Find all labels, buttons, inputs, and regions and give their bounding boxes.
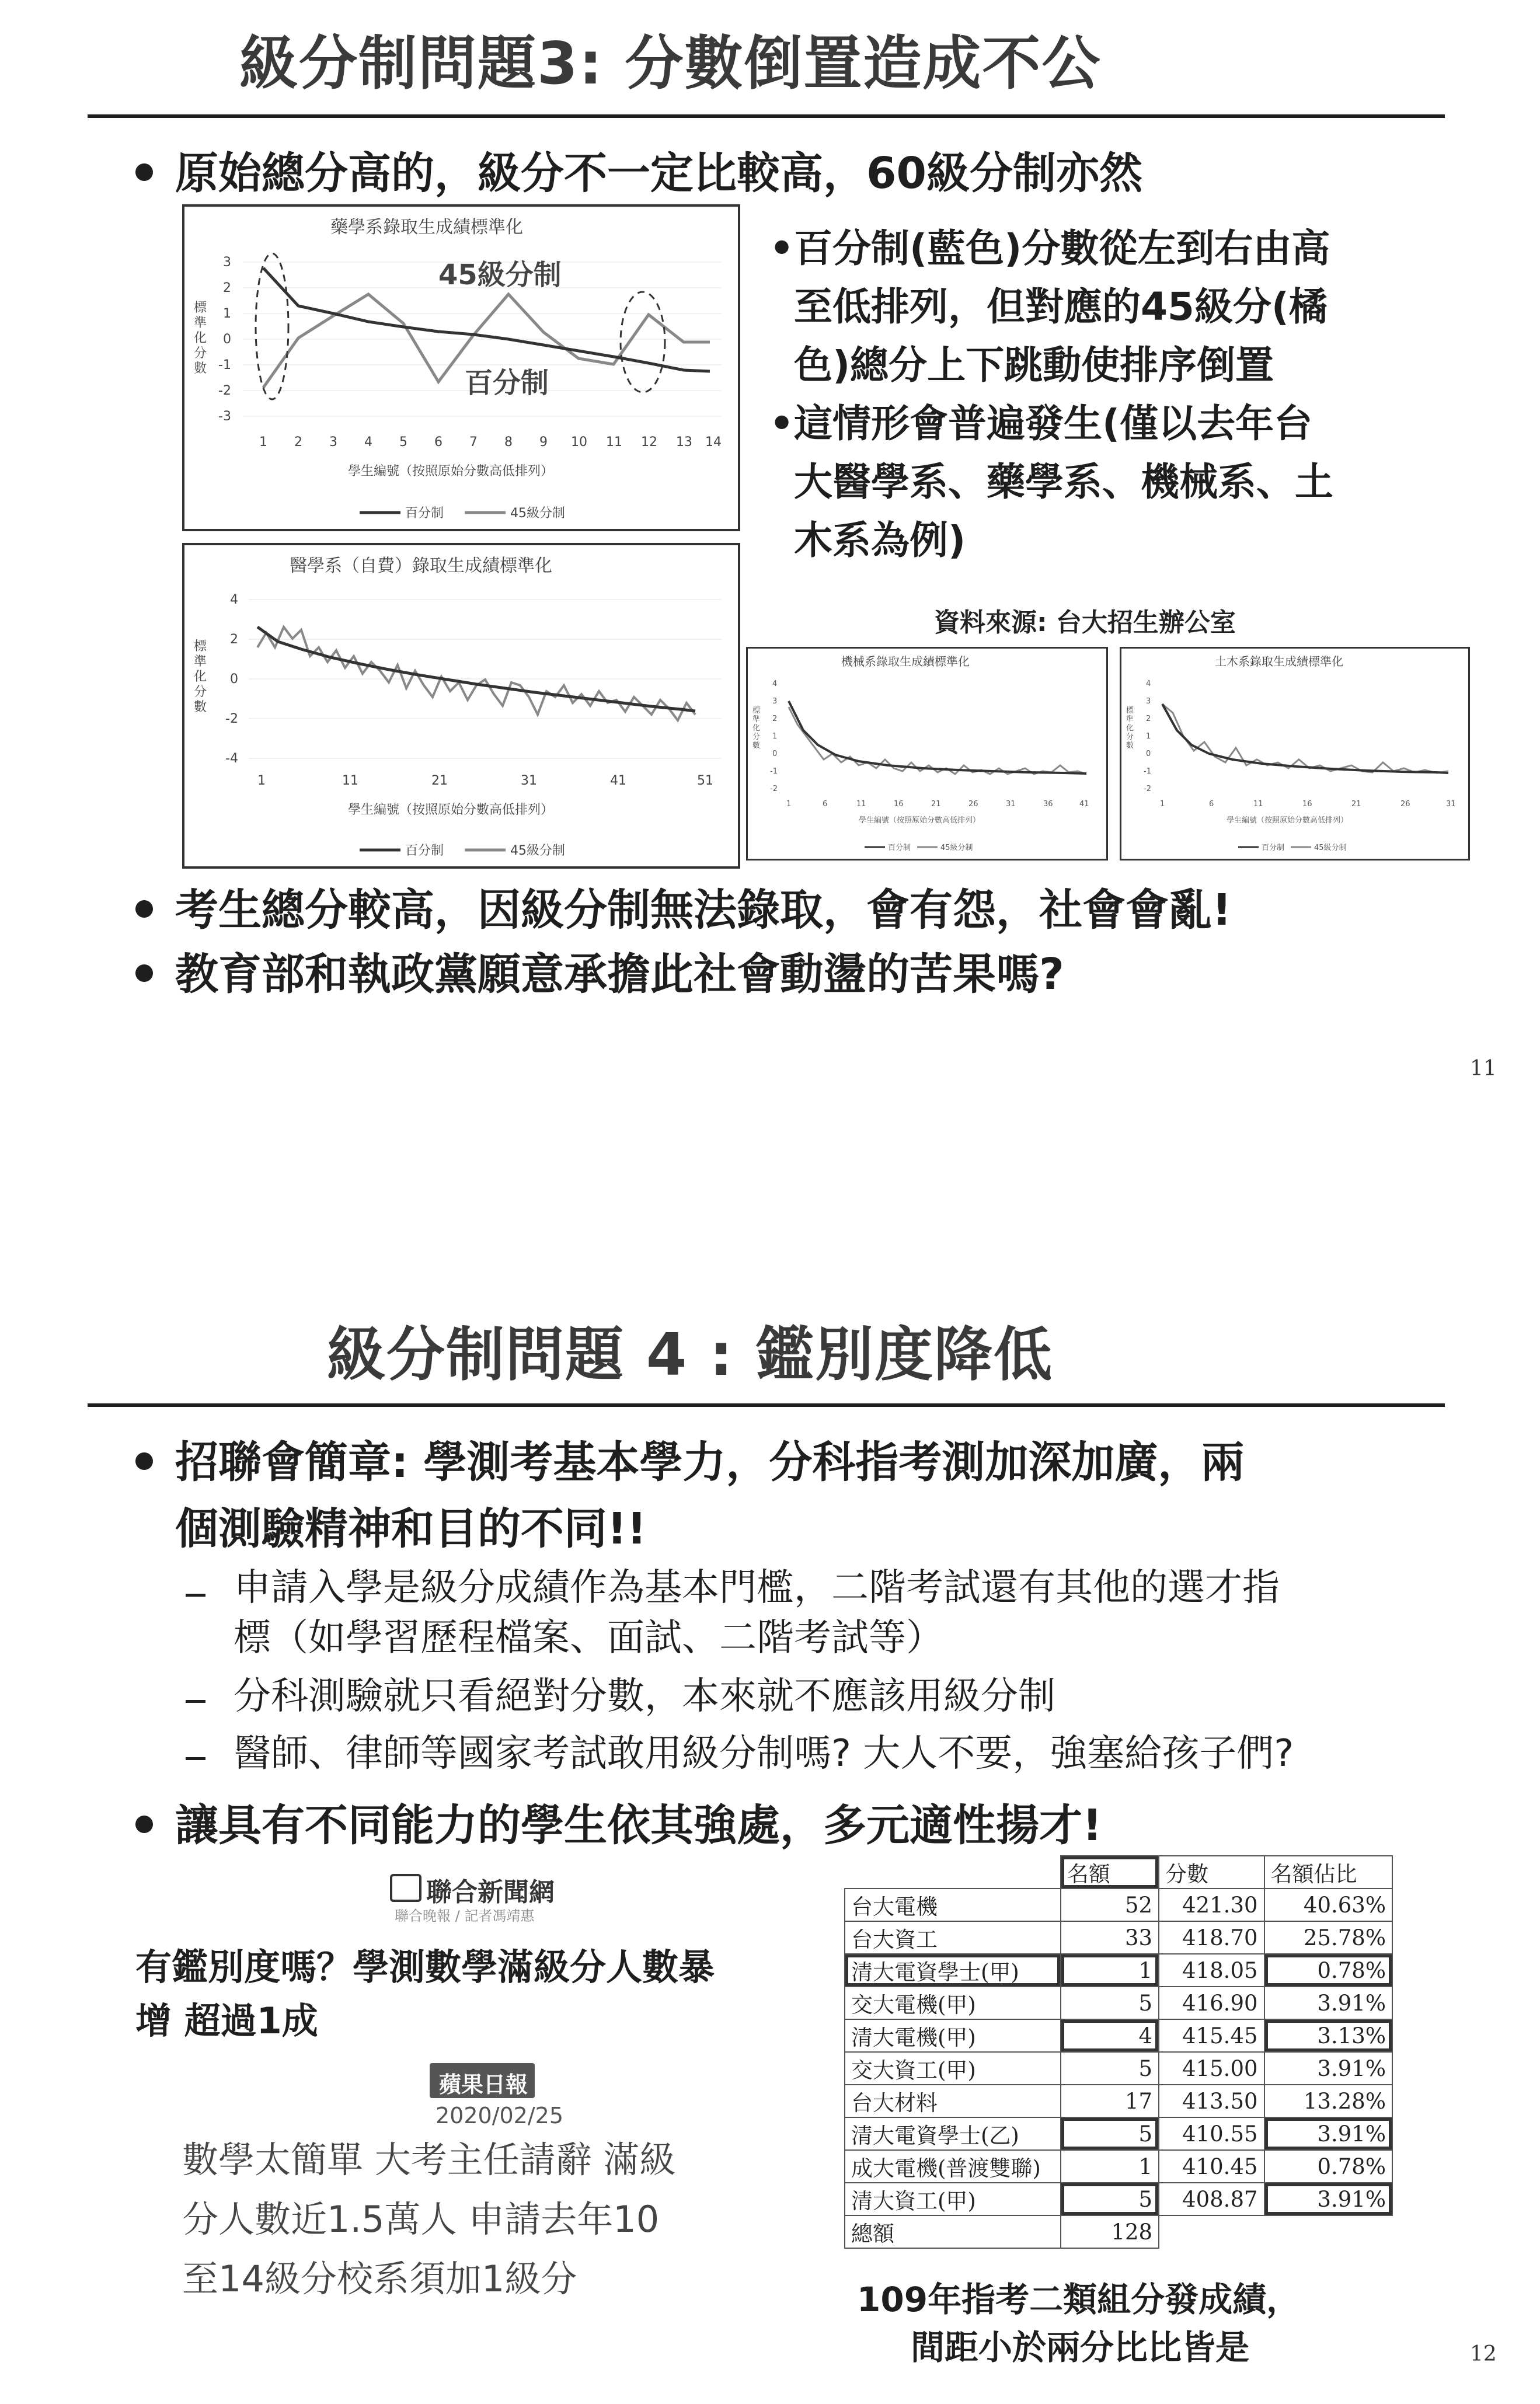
table-cell: 128 bbox=[1061, 2215, 1159, 2248]
table-cell: 17 bbox=[1061, 2085, 1159, 2117]
civil-xtick: 6 bbox=[1209, 800, 1214, 809]
table-cell: 5 bbox=[1061, 2117, 1159, 2150]
table-cell: 清大電機(甲) bbox=[845, 2019, 1061, 2052]
medicine-ytick-2: 2 bbox=[230, 632, 238, 647]
medicine-ylabel-5: 數 bbox=[194, 700, 207, 715]
mechanical-xtick: 36 bbox=[1043, 800, 1053, 809]
mechanical-ylabel-1: 標 bbox=[752, 706, 761, 715]
table-row bbox=[845, 2215, 1392, 2248]
table-cell: 0.78% bbox=[1264, 1954, 1392, 1987]
civil-legend-100: 百分制 bbox=[1262, 844, 1285, 852]
mechanical-yticks bbox=[770, 680, 778, 793]
table-cell: 416.90 bbox=[1159, 1987, 1264, 2019]
medicine-xtick: 1 bbox=[257, 774, 266, 788]
slide12-title-rule bbox=[88, 1403, 1445, 1407]
civil-xlabel: 學生編號（按照原始分數高低排列） bbox=[1227, 816, 1349, 825]
medicine-xticks bbox=[257, 774, 713, 788]
table-cell: 4 bbox=[1061, 2019, 1159, 2052]
pharmacy-legend-45: 45級分制 bbox=[510, 506, 565, 521]
table-cell: 清大電資學士(乙) bbox=[845, 2117, 1061, 2150]
medicine-ytick-0: 0 bbox=[230, 672, 238, 687]
table-cell: 0.78% bbox=[1264, 2150, 1392, 2183]
mechanical-ytick: 0 bbox=[772, 750, 778, 758]
pharmacy-ytick-3: 3 bbox=[223, 255, 231, 270]
civil-xtick: 21 bbox=[1351, 800, 1361, 809]
mechanical-ytick: 3 bbox=[772, 697, 778, 706]
table-cell: 418.05 bbox=[1159, 1954, 1264, 1987]
table-cell: 1 bbox=[1061, 1954, 1159, 1987]
civil-chart bbox=[1120, 647, 1470, 860]
pharmacy-xtick: 1 bbox=[259, 435, 267, 450]
civil-yticks bbox=[1144, 680, 1151, 793]
dashed-ellipse-right bbox=[621, 292, 665, 392]
pharmacy-xtick: 9 bbox=[539, 435, 548, 450]
header-cell: 名額 bbox=[1061, 1856, 1159, 1889]
civil-xtick: 26 bbox=[1400, 800, 1410, 809]
medicine-chart-svg bbox=[184, 545, 738, 866]
medicine-chart bbox=[182, 543, 740, 869]
table-cell: 40.63% bbox=[1264, 1889, 1392, 1921]
mechanical-ytick: -2 bbox=[770, 785, 778, 793]
table-caption-line2: 間距小於兩分比比皆是 bbox=[911, 2328, 1250, 2367]
news-headline-line2: 增 超過1成 bbox=[135, 1999, 318, 2042]
slide11-title: 級分制問題3: 分數倒置造成不公 bbox=[239, 29, 1102, 97]
table-cell: 3.91% bbox=[1264, 2183, 1392, 2215]
score-table bbox=[844, 1855, 1393, 2249]
civil-chart-svg bbox=[1121, 649, 1468, 859]
pharmacy-chart bbox=[182, 204, 740, 531]
pharmacy-ylabel-1: 標 bbox=[194, 301, 207, 315]
pharmacy-xticks bbox=[259, 435, 722, 450]
right-text-1: 至低排列，但對應的45級分(橘 bbox=[794, 284, 1328, 329]
table-cell: 交大電機(甲) bbox=[845, 1987, 1061, 2019]
header-cell bbox=[845, 1856, 1061, 1889]
civil-ytick: 1 bbox=[1146, 732, 1151, 741]
table-cell: 台大電機 bbox=[845, 1889, 1061, 1921]
medicine-ylabel-1: 標 bbox=[194, 639, 207, 654]
civil-series-100 bbox=[1162, 704, 1448, 773]
mechanical-xtick: 26 bbox=[968, 800, 978, 809]
mechanical-legend-45: 45級分制 bbox=[940, 844, 973, 852]
pharmacy-ytick-m1: -1 bbox=[218, 358, 231, 372]
table-cell bbox=[1159, 2215, 1264, 2248]
table-row bbox=[845, 2019, 1392, 2052]
mechanical-ytick: 1 bbox=[772, 732, 778, 741]
mechanical-ylabel-4: 分 bbox=[752, 733, 761, 741]
table-cell: 台大資工 bbox=[845, 1921, 1061, 1954]
table-cell: 3.91% bbox=[1264, 1987, 1392, 2019]
pharmacy-xtick: 6 bbox=[434, 435, 443, 450]
pharmacy-ytick-1: 1 bbox=[223, 306, 231, 321]
pharmacy-chart-svg bbox=[184, 207, 738, 529]
mechanical-xtick: 6 bbox=[823, 800, 828, 809]
table-cell: 5 bbox=[1061, 2052, 1159, 2085]
mechanical-ytick: 2 bbox=[772, 715, 778, 723]
table-cell: 421.30 bbox=[1159, 1889, 1264, 1921]
pharmacy-ylabel-5: 數 bbox=[194, 361, 207, 376]
mechanical-ylabel-3: 化 bbox=[752, 724, 761, 733]
table-cell: 3.91% bbox=[1264, 2117, 1392, 2150]
mechanical-xtick: 11 bbox=[856, 800, 866, 809]
pharmacy-xtick: 7 bbox=[469, 435, 478, 450]
pharmacy-ylabel-4: 分 bbox=[194, 346, 207, 361]
table-cell bbox=[1264, 2215, 1392, 2248]
mechanical-xticks bbox=[786, 800, 1089, 809]
right-text-4: 大醫學系、藥學系、機械系、土 bbox=[794, 459, 1333, 504]
table-cell: 410.55 bbox=[1159, 2117, 1264, 2150]
medicine-ylabel-4: 分 bbox=[194, 685, 207, 699]
slide12-sub1-line2: 標（如學習歷程檔案、面試、二階考試等） bbox=[234, 1616, 943, 1660]
civil-ylabel-3: 化 bbox=[1126, 724, 1134, 733]
civil-ytick: 0 bbox=[1146, 750, 1151, 758]
pharmacy-ytick-0: 0 bbox=[223, 332, 231, 347]
slide12-title: 級分制問題 4 : 鑑別度降低 bbox=[327, 1321, 1054, 1389]
news-logo: 聯合新聞網 bbox=[426, 1877, 555, 1907]
pharmacy-xtick: 4 bbox=[364, 435, 372, 450]
medicine-legend-45: 45級分制 bbox=[510, 844, 565, 858]
mechanical-xtick: 21 bbox=[931, 800, 941, 809]
pharmacy-xtick: 8 bbox=[504, 435, 513, 450]
pharmacy-label-100: 百分制 bbox=[465, 367, 549, 399]
pharmacy-ytick-2: 2 bbox=[223, 281, 231, 295]
civil-ytick: 3 bbox=[1146, 697, 1151, 706]
civil-xtick: 16 bbox=[1302, 800, 1312, 809]
mechanical-chart-title: 機械系錄取生成績標準化 bbox=[841, 654, 970, 668]
small-bullet: • bbox=[769, 401, 795, 446]
civil-ytick: 4 bbox=[1146, 680, 1151, 688]
dash bbox=[186, 1594, 205, 1597]
mechanical-xtick: 1 bbox=[786, 800, 792, 809]
table-cell: 1 bbox=[1061, 2150, 1159, 2183]
pharmacy-xtick: 2 bbox=[294, 435, 302, 450]
bullet-dot bbox=[135, 163, 153, 181]
medicine-chart-title: 醫學系（自費）錄取生成績標準化 bbox=[290, 556, 552, 576]
medicine-ylabel-3: 化 bbox=[194, 670, 207, 684]
mechanical-ylabel-5: 數 bbox=[752, 741, 761, 750]
header-cell: 名額佔比 bbox=[1264, 1856, 1392, 1889]
mechanical-xtick: 31 bbox=[1006, 800, 1016, 809]
civil-ylabel-5: 數 bbox=[1126, 741, 1134, 750]
table-cell: 415.45 bbox=[1159, 2019, 1264, 2052]
table-cell: 25.78% bbox=[1264, 1921, 1392, 1954]
mechanical-ytick: 4 bbox=[772, 680, 778, 688]
table-cell: 清大資工(甲) bbox=[845, 2183, 1061, 2215]
table-cell: 5 bbox=[1061, 1987, 1159, 2019]
pharmacy-ylabel-3: 化 bbox=[194, 331, 207, 346]
dash bbox=[186, 1700, 205, 1703]
small-bullet: • bbox=[769, 226, 795, 271]
table-row bbox=[845, 2150, 1392, 2183]
civil-xtick: 11 bbox=[1253, 800, 1263, 809]
medicine-xtick: 11 bbox=[342, 774, 358, 788]
right-text-0: 百分制(藍色)分數從左到右由高 bbox=[794, 226, 1330, 271]
table-row bbox=[845, 2117, 1392, 2150]
table-row bbox=[845, 1954, 1392, 1987]
right-text-line bbox=[769, 220, 1333, 278]
pharmacy-ylabel bbox=[194, 301, 207, 376]
bullet-dot bbox=[135, 900, 153, 918]
table-cell: 3.91% bbox=[1264, 2052, 1392, 2085]
table-row bbox=[845, 1889, 1392, 1921]
pharmacy-xtick: 10 bbox=[571, 435, 587, 450]
bullet-dot bbox=[135, 1452, 153, 1470]
pharmacy-chart-title: 藥學系錄取生成績標準化 bbox=[330, 217, 523, 238]
pharmacy-yticks bbox=[218, 255, 231, 424]
table-cell: 410.45 bbox=[1159, 2150, 1264, 2183]
dash bbox=[186, 1757, 205, 1760]
medicine-xtick: 41 bbox=[610, 774, 626, 788]
table-cell: 415.00 bbox=[1159, 2052, 1264, 2085]
medicine-legend-100: 百分制 bbox=[405, 844, 444, 858]
pharmacy-xlabel: 學生編號（按照原始分數高低排列） bbox=[348, 464, 554, 479]
civil-xticks bbox=[1160, 800, 1456, 809]
civil-legend-45: 45級分制 bbox=[1314, 844, 1347, 852]
pharmacy-ytick-m3: -3 bbox=[218, 409, 231, 424]
pharmacy-xtick: 14 bbox=[705, 435, 722, 450]
slide12-bullet1-line2: 個測驗精神和目的不同!! bbox=[175, 1504, 647, 1554]
civil-ytick: -2 bbox=[1144, 785, 1151, 793]
table-cell: 418.70 bbox=[1159, 1921, 1264, 1954]
table-cell: 成大電機(普渡雙聯) bbox=[845, 2150, 1061, 2183]
table-row bbox=[845, 2183, 1392, 2215]
civil-ylabel-2: 準 bbox=[1126, 715, 1134, 724]
slide12-sub1-line1: 申請入學是級分成績作為基本門檻，二階考試還有其他的選才指 bbox=[234, 1566, 1280, 1609]
pharmacy-ytick-m2: -2 bbox=[218, 384, 231, 398]
pharmacy-xtick: 12 bbox=[641, 435, 657, 450]
bullet-dot bbox=[135, 1816, 153, 1833]
table-cell: 總額 bbox=[845, 2215, 1061, 2248]
mechanical-ytick: -1 bbox=[770, 767, 778, 776]
page-number-12: 12 bbox=[1470, 2342, 1497, 2366]
slide11-bullet1: 原始總分高的，級分不一定比較高，60級分制亦然 bbox=[175, 148, 1142, 198]
header-cell: 分數 bbox=[1159, 1856, 1264, 1889]
pharmacy-label-45: 45級分制 bbox=[438, 259, 562, 291]
civil-ylabel bbox=[1126, 706, 1134, 750]
medicine-series-100 bbox=[257, 627, 695, 711]
medicine-xtick: 51 bbox=[697, 774, 713, 788]
news-date: 2020/02/25 bbox=[435, 2103, 564, 2128]
table-cell: 台大材料 bbox=[845, 2085, 1061, 2117]
medicine-yticks bbox=[225, 593, 238, 766]
medicine-xtick: 31 bbox=[521, 774, 537, 788]
civil-ytick: 2 bbox=[1146, 715, 1151, 723]
table-row bbox=[845, 2085, 1392, 2117]
page-number-11: 11 bbox=[1470, 1057, 1497, 1081]
table-cell: 33 bbox=[1061, 1921, 1159, 1954]
news-logo-icon bbox=[390, 1874, 421, 1902]
mechanical-xtick: 41 bbox=[1079, 800, 1089, 809]
slide12-sub3: 醫師、律師等國家考試敢用級分制嗎? 大人不要，強塞給孩子們? bbox=[234, 1732, 1294, 1775]
civil-xtick: 31 bbox=[1446, 800, 1456, 809]
medicine-ylabel-2: 準 bbox=[194, 654, 207, 669]
right-text-3: 這情形會普遍發生(僅以去年台 bbox=[794, 401, 1313, 446]
table-cell: 52 bbox=[1061, 1889, 1159, 1921]
table-cell: 408.87 bbox=[1159, 2183, 1264, 2215]
table-cell: 13.28% bbox=[1264, 2085, 1392, 2117]
civil-xtick: 1 bbox=[1160, 800, 1165, 809]
civil-ylabel-1: 標 bbox=[1126, 706, 1134, 715]
medicine-ytick-4: 4 bbox=[230, 593, 238, 607]
apple-logo: 蘋果日報 bbox=[439, 2072, 528, 2098]
medicine-xlabel: 學生編號（按照原始分數高低排列） bbox=[348, 803, 554, 817]
table-cell: 5 bbox=[1061, 2183, 1159, 2215]
mechanical-series-100 bbox=[789, 701, 1086, 774]
slide11-source: 資料來源: 台大招生辦公室 bbox=[934, 608, 1236, 637]
slide11-bullet3: 教育部和執政黨願意承擔此社會動盪的苦果嗎? bbox=[175, 949, 1064, 999]
right-text-5: 木系為例) bbox=[794, 518, 966, 563]
pharmacy-xtick: 3 bbox=[329, 435, 337, 450]
pharmacy-xtick: 13 bbox=[676, 435, 692, 450]
table-row bbox=[845, 1987, 1392, 2019]
news-byline: 聯合晚報 / 記者馮靖惠 bbox=[395, 1908, 535, 1924]
right-text-line bbox=[769, 395, 1333, 453]
pharmacy-xtick: 11 bbox=[606, 435, 622, 450]
mechanical-chart-svg bbox=[748, 649, 1106, 859]
medicine-xtick: 21 bbox=[431, 774, 448, 788]
table-row bbox=[845, 2052, 1392, 2085]
mechanical-legend-100: 百分制 bbox=[888, 844, 911, 852]
news-headline-line1: 有鑑別度嗎？學測數學滿級分人數暴 bbox=[135, 1946, 715, 1988]
pharmacy-xtick: 5 bbox=[399, 435, 407, 450]
table-cell: 交大資工(甲) bbox=[845, 2052, 1061, 2085]
slide11-title-rule bbox=[88, 114, 1445, 118]
apple-line1: 數學太簡單 大考主任請辭 滿級 bbox=[182, 2138, 676, 2181]
medicine-ylabel bbox=[194, 639, 207, 715]
apple-line2: 分人數近1.5萬人 申請去年10 bbox=[182, 2198, 660, 2241]
mechanical-chart bbox=[746, 647, 1108, 860]
table-cell: 413.50 bbox=[1159, 2085, 1264, 2117]
table-caption-line1: 109年指考二類組分發成績， bbox=[857, 2280, 1301, 2319]
slide12-sub2: 分科測驗就只看絕對分數，本來就不應該用級分制 bbox=[234, 1675, 1055, 1718]
civil-chart-title: 土木系錄取生成績標準化 bbox=[1215, 654, 1343, 668]
table-cell: 清大電資學士(甲) bbox=[845, 1954, 1061, 1987]
medicine-ytick-m2: -2 bbox=[225, 712, 238, 726]
slide12-bullet1-line1: 招聯會簡章: 學測考基本學力，分科指考測加深加廣，兩 bbox=[175, 1437, 1245, 1487]
pharmacy-legend-100: 百分制 bbox=[405, 506, 444, 521]
slide11-right-text bbox=[769, 220, 1333, 570]
table-cell: 3.13% bbox=[1264, 2019, 1392, 2052]
mechanical-xtick: 16 bbox=[894, 800, 904, 809]
apple-line3: 至14級分校系須加1級分 bbox=[182, 2257, 577, 2300]
civil-ylabel-4: 分 bbox=[1126, 733, 1134, 741]
bullet-dot bbox=[135, 964, 153, 982]
table-header-row bbox=[845, 1856, 1392, 1889]
slide11-bullet2: 考生總分較高，因級分制無法錄取，會有怨，社會會亂! bbox=[175, 885, 1232, 935]
pharmacy-ylabel-2: 準 bbox=[194, 316, 207, 330]
right-text-2: 色)總分上下跳動使排序倒置 bbox=[794, 343, 1274, 388]
medicine-ytick-m4: -4 bbox=[225, 751, 238, 766]
civil-ytick: -1 bbox=[1144, 767, 1151, 776]
mechanical-ylabel bbox=[752, 706, 761, 750]
slide12-bullet2: 讓具有不同能力的學生依其強處，多元適性揚才! bbox=[175, 1800, 1102, 1851]
mechanical-ylabel-2: 準 bbox=[752, 715, 761, 724]
table-row bbox=[845, 1921, 1392, 1954]
mechanical-xlabel: 學生編號（按照原始分數高低排列） bbox=[859, 816, 981, 825]
